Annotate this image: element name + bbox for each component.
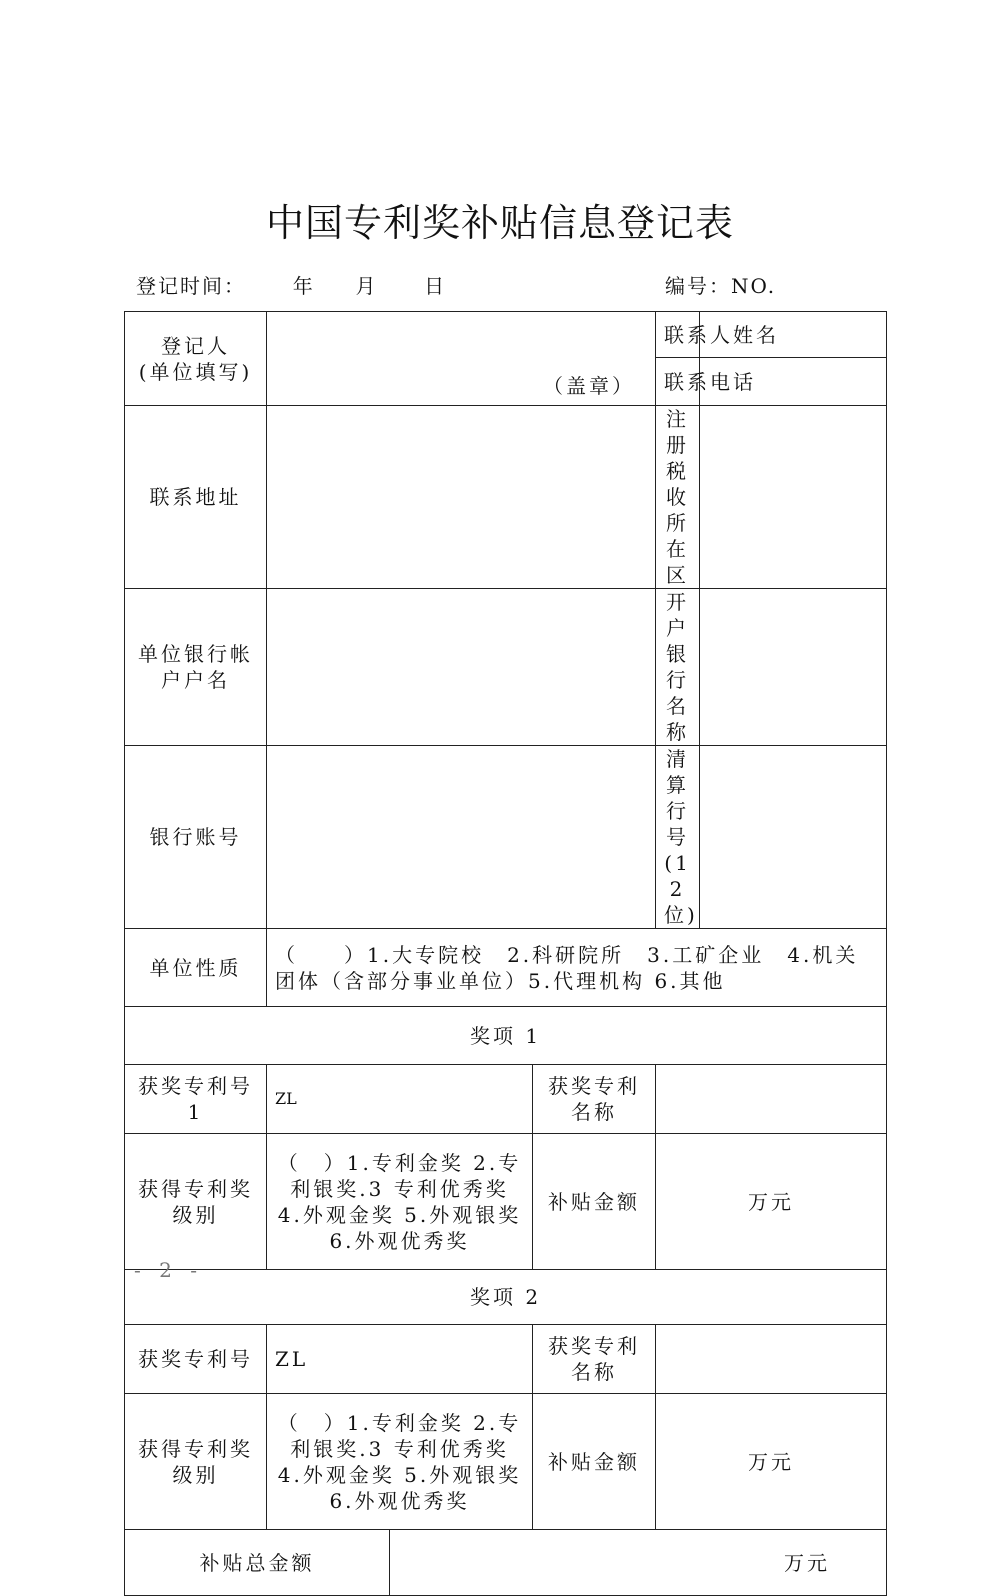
award1-level-options[interactable]: （ ）1.专利金奖 2.专利银奖.3 专利优秀奖 4.外观金奖 5.外观银奖 6.外观优秀奖 xyxy=(267,1134,533,1270)
clearing-number-label-cell xyxy=(656,746,700,929)
award2-subsidy-label: 补贴金额 xyxy=(533,1394,656,1530)
account-number-field[interactable] xyxy=(267,746,656,929)
award2-heading: 奖项 2 xyxy=(125,1270,887,1325)
form-number: 编号：NO. xyxy=(665,274,777,298)
award1-patent-no-label: 获奖专利号 1 xyxy=(138,1074,253,1124)
registration-table xyxy=(124,311,887,1596)
award1-patent-name-label: 获奖专利名称 xyxy=(533,1065,656,1134)
address-label: 联系地址 xyxy=(125,406,267,589)
award1-patent-no-label-cell xyxy=(125,1065,267,1134)
award1-level-label: 获得专利奖级别 xyxy=(125,1134,267,1270)
bank-name-label: 开户银行名称 xyxy=(656,589,700,746)
registrant-label-cell xyxy=(125,312,267,406)
tax-office-field[interactable] xyxy=(700,406,887,589)
total-subsidy-label: 补贴总金额 xyxy=(125,1530,390,1596)
account-name-label: 单位银行帐户户名 xyxy=(125,589,267,746)
award2-patent-name-field[interactable] xyxy=(656,1325,887,1394)
bank-name-field[interactable] xyxy=(700,589,887,746)
award1-patent-no-field[interactable]: ZL xyxy=(267,1065,533,1134)
tax-office-label: 注册税收所在区 xyxy=(656,406,700,589)
address-field[interactable] xyxy=(267,406,656,589)
unit-type-label: 单位性质 xyxy=(125,929,267,1007)
award2-level-options[interactable]: （ ）1.专利金奖 2.专利银奖.3 专利优秀奖 4.外观金奖 5.外观银奖 6.外观优秀奖 xyxy=(267,1394,533,1530)
award2-subsidy-unit[interactable]: 万元 xyxy=(656,1394,887,1530)
year-label: 年 xyxy=(292,274,315,298)
award1-patent-name-field[interactable] xyxy=(656,1065,887,1134)
contact-phone-label: 联系电话 xyxy=(656,358,700,406)
award1-heading: 奖项 1 xyxy=(125,1007,887,1065)
date-label: 登记时间： xyxy=(136,274,246,298)
registrant-field[interactable] xyxy=(267,312,656,406)
page-number: - 2 - xyxy=(134,1258,203,1282)
month-label: 月 xyxy=(355,274,378,298)
award2-patent-no-label: 获奖专利号 xyxy=(125,1325,267,1394)
award1-subsidy-unit[interactable]: 万元 xyxy=(656,1134,887,1270)
unit-type-options[interactable]: （ ）1.大专院校 2.科研院所 3.工矿企业 4.机关团体（含部分事业单位）5.代理机构 6.其他 xyxy=(267,929,887,1007)
total-subsidy-unit[interactable]: 万元 xyxy=(390,1530,887,1596)
contact-name-label: 联系人姓名 xyxy=(656,312,700,358)
clearing-number-field[interactable] xyxy=(700,746,887,929)
award2-patent-name-label: 获奖专利名称 xyxy=(533,1325,656,1394)
award2-patent-no-field[interactable]: ZL xyxy=(267,1325,533,1394)
registrant-label: 登记人 (单位填写) xyxy=(138,333,253,384)
award2-level-label: 获得专利奖级别 xyxy=(125,1394,267,1530)
registration-date xyxy=(136,270,446,299)
clearing-number-label: 清算行号 (12 位) xyxy=(664,747,698,927)
seal-note: （盖章） xyxy=(543,374,636,398)
form-title: 中国专利奖补贴信息登记表 xyxy=(265,201,734,245)
account-name-field[interactable] xyxy=(267,589,656,746)
award1-subsidy-label: 补贴金额 xyxy=(533,1134,656,1270)
day-label: 日 xyxy=(424,274,447,298)
account-number-label: 银行账号 xyxy=(125,746,267,929)
